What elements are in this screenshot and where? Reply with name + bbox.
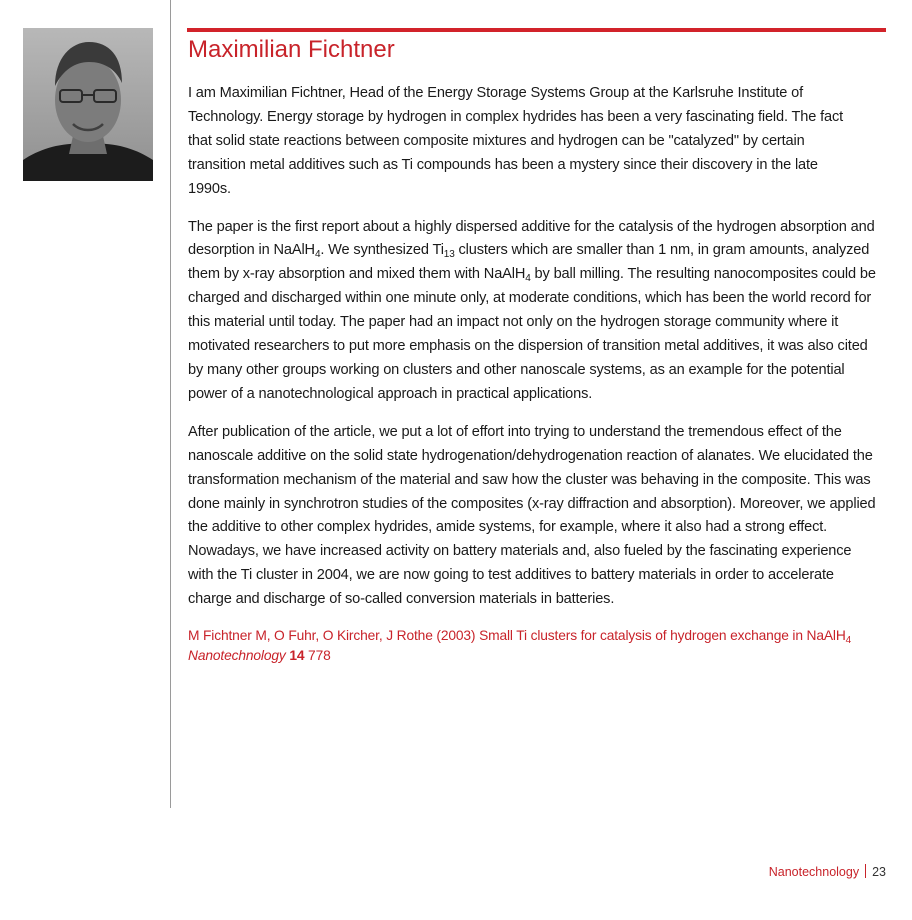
journal-name: Nanotechnology [188, 648, 286, 664]
footer-section: Nanotechnology [768, 865, 860, 879]
page-number: 23 [872, 865, 886, 879]
paragraph-1: I am Maximilian Fichtner, Head of the Energy Storage Systems Group at the Karlsruhe Institute of Technology. Energy storage by hydrogen in complex hydrides has been a very fascinating field. The fact that solid state reactions between composite mixtures and hydrogen can be "catalyzed" by certain transition metal additives such as Ti compounds has been a mystery since their discovery in the late 1990s. [188, 85, 844, 197]
author-photo [23, 28, 153, 181]
footer-separator [865, 864, 866, 878]
header-rule [187, 28, 886, 32]
author-name: Maximilian Fichtner [188, 36, 395, 63]
journal-volume: 14 [289, 648, 305, 664]
column-divider [170, 0, 171, 808]
article-body [188, 82, 878, 680]
paragraph-3: After publication of the article, we put a lot of effort into trying to understand the tremendous effect of the nanoscale additive on the solid state hydrogenation/dehydrogenation reaction of alanates. We elucidated the transformation mechanism of the material and saw how the cluster was behaving in the composite. This was done mainly in synchrotron studies of the composites (x-ray diffraction and absorption). Moreover, we applied the additive to other complex hydrides, amide systems, for example, where it also had a strong effect. Nowadays, we have increased activity on battery materials and, also fueled by the fascinating experience with the Ti cluster in 2004, we are now going to test additives to battery materials in order to accelerate charge and discharge of so-called conversion materials in batteries. [188, 423, 876, 608]
page-footer [769, 864, 886, 879]
paragraph-2: The paper is the first report about a highly dispersed additive for the catalysis of the hydrogen absorption and desorption in NaAlH$_4$. We synthesized $Ti_{13}$ clusters which are smaller than 1 nm, in gram amounts, analyzed them by x-ray absorption and mixed them with NaAlH$_4$ by ball milling. The resulting nanocomposites could be charged and discharged within one minute only, at moderate conditions, which has been the world record for this material until today. The paper had an impact not only on the hydrogen storage community where it motivated researchers to put more emphasis on the dispersion of transition metal additives, it was also cited by many other groups working on clusters and other nanoscale systems, as an example for the potential power of a nanotechnological approach in practical applications. [188, 218, 876, 402]
reference-citation: M Fichtner M, O Fuhr, O Kircher, J Rothe (2003) Small Ti clusters for catalysis of hydrogen exchange in NaAlH$_4$ Nanotechnology 14 778 [188, 628, 852, 664]
journal-page: 778 [308, 648, 331, 664]
